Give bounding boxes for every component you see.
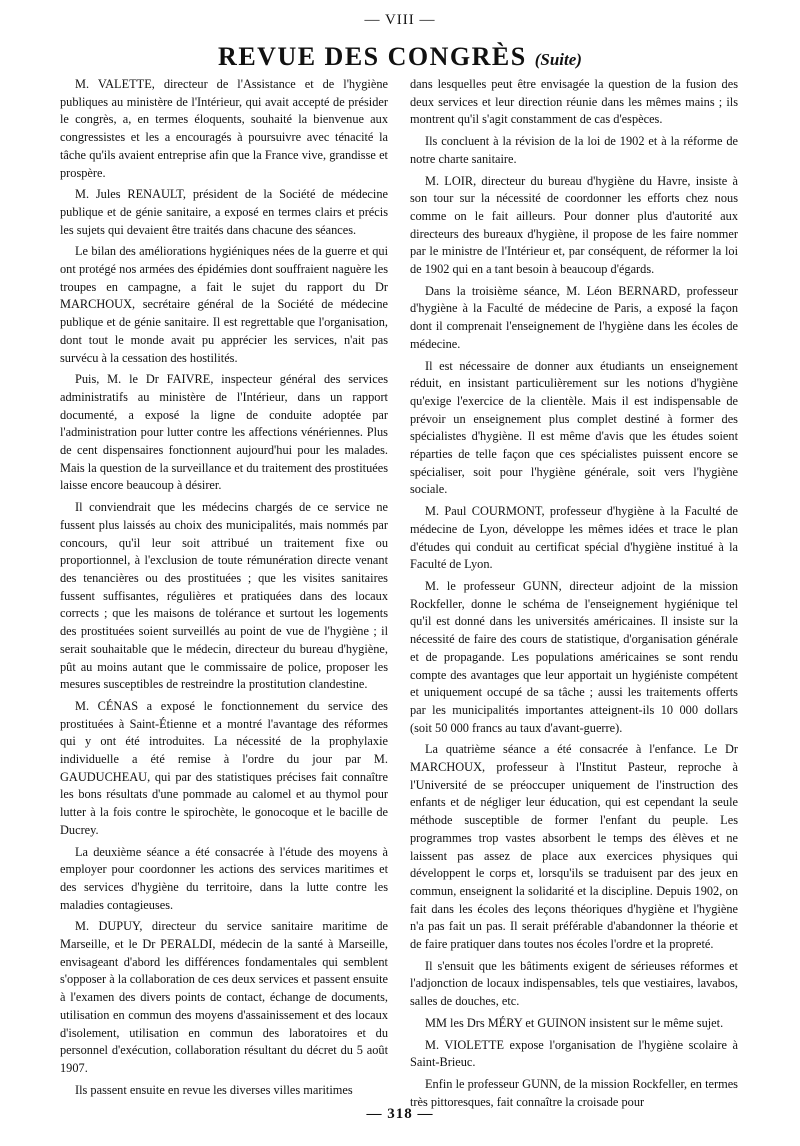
paragraph-renault: M. Jules RENAULT, président de la Société de médecine publique et de génie sanitaire, a exposé en termes clairs et précis les sujets qui devaient être traités dans chacune des séances. [60, 187, 388, 237]
paragraph-valette: M. VALETTE, directeur de l'Assistance et de l'hygiène publiques au ministère de l'Intérieur, qui avait accepté de présider le congrès, a, en termes éloquents, souhaité la bienvenue aux congressistes et les a encouragés à poursuivre avec ténacité la tâche qu'ils avaient entreprise afin que la France vive, grandisse et prospère. [60, 77, 388, 180]
paragraph-gunn-croisade: Enfin le professeur GUNN, de la mission Rockfeller, en termes très pittoresques, fait connaître la croisade pour [410, 1076, 738, 1109]
roman-page-number: — VIII — [364, 12, 436, 28]
paragraph-troisieme-seance: Dans la troisième séance, M. Léon BERNARD, professeur d'hygiène à la Faculté de médecine de Paris, a exposé la façon dont il comprenait l'enseignement de l'hygiène dans les écoles de médecine. [410, 283, 738, 351]
paragraph-mery-guinon: MM les Drs MÉRY et GUINON insistent sur le même sujet. [425, 1015, 724, 1030]
paragraph-loir: M. LOIR, directeur du bureau d'hygiène du Havre, insiste à son tour sur la nécessité de coordonner les efforts chez nous comme on le fait ailleurs. Pour donner plus d'autorité aux directeurs des bureaux d'hygiène, il propose de les faire nommer par le ministre de l'Intérieur et, par conséquent, de réformer la loi de 1902 qui en a tant besoin à beaucoup d'égards. [410, 173, 738, 277]
paragraph-dupuy-peraldi: M. DUPUY, directeur du service sanitaire maritime de Marseille, et le Dr PERALDI, médecin de la santé à Marseille, envisageant d'abord les différences fondamentales qui semblent s'opposer à la collaboration de ces deux services et passent ensuite à l'examen des divers points de contact, échange de documents, utilisation en commun des moyens d'assainissement et des locaux d'isolement, utilisation en commun des laboratoires et du personnel d'exécution, collaboration résultant du décret du 5 août 1907. [60, 919, 388, 1075]
paragraph-deuxieme-seance: La deuxième séance a été consacrée à l'étude des moyens à employer pour coordonner les actions des services maritimes et des services d'hygiène du territoire, dans la lutte contre les maladies contagieuses. [60, 844, 388, 912]
right-column [410, 76, 738, 1115]
page-number: — 318 — [366, 1106, 434, 1122]
paragraph-gunn: M. le professeur GUNN, directeur adjoint de la mission Rockfeller, donne le schéma de l'enseignement hygiénique tel qu'il est donné dans les universités américaines. Il insiste sur la nécessité de faire des cours de statistique, d'organisation générale et de propagande. Les populations américaines se sont rendu compte des avantages que leur apportait un hygiéniste compétent et uniquement occupé de sa tâche ; aussi les traitements offerts par les municipalités importantes atteignent-ils 10 000 dollars (soit 50 000 francs au taux d'avant-guerre). [410, 578, 738, 735]
paragraph-violette: M. VIOLETTE expose l'organisation de l'hygiène scolaire à Saint-Brieuc. [410, 1037, 738, 1070]
paragraph-faivre: Puis, M. le Dr FAIVRE, inspecteur général des services administratifs au ministère de l'Intérieur, dans un rapport documenté, a exposé la ligne de conduite adoptée par l'administration pour lutter contre les affections vénériennes. Plus de cent dispensaires fonctionnent aujourd'hui pour les malades. Mais la question de la surveillance et du traitement des prostituées laisse encore beaucoup à désirer. [60, 372, 388, 493]
paragraph-enseignement: Il est nécessaire de donner aux étudiants un enseignement réduit, en insistant particulièrement sur les notions d'hygiène qu'exige l'exercice de la clientèle. Mais il est indispensable de prévoir un enseignement plus complet destiné à former des spécialistes d'hygiène. Il est même d'avis que les études soient réparties de telle façon que ces spécialistes puissent encore se spécialiser, soit pour l'hygiène générale, soit vers l'hygiène sociale. [410, 358, 738, 497]
title-main: REVUE DES CONGRÈS [218, 42, 527, 71]
paragraph-courmont: M. Paul COURMONT, professeur d'hygiène à la Faculté de médecine de Lyon, développe les mêmes idées et trace le plan d'études qui conduit au certificat spécial d'hygiène institué à la Faculté de Lyon. [410, 504, 738, 572]
paragraph-batiments: Il s'ensuit que les bâtiments exigent de sérieuses réformes et l'adjonction de locaux indispensables, tels que vestiaires, lavabos, salles de douches, etc. [410, 958, 738, 1009]
paragraph-quatrieme-seance: La quatrième séance a été consacrée à l'enfance. Le Dr MARCHOUX, professeur à l'Institut Pasteur, reproche à l'Université de se préoccuper uniquement de l'instruction des enfants et de négliger leur éducation, qui est cependant la seule méthode susceptible de former l'enfant du peuple. Les programmes trop vastes absorbent le temps des élèves et ne laissent pas assez de place aux exercices physiques qui développent le corps et, lorsqu'ils se traduisent par des jeux en commun, enseignent la solidarité et la discipline. Depuis 1902, on fait dans les écoles des leçons théoriques d'hygiène et l'hygiène n'a pas fait un pas. Il serait préférable d'abandonner la théorie et de faire pratiquer dans toutes nos écoles l'ordre et la propreté. [410, 742, 738, 952]
paragraph-revision-loi: Ils concluent à la révision de la loi de 1902 et à la réforme de notre charte sanitaire. [410, 134, 738, 166]
paragraph-medecins-services: Il conviendrait que les médecins chargés de ce service ne fussent plus laissés au choix des municipalités, mais nommés par concours, qu'il leur soit attribué un traitement fixe ou proportionnel, à l'exclusion de toute rémunération directe venant des tenancières ou des prostituées ; que les visites sanitaires fussent suffisantes, régulières et pratiquées dans des locaux corrects ; que les maisons de tolérance et surtout les logements des prostituées soient surveillés au point de vue de l'hygiène ; il serait souhaitable que le médecin, directeur du bureau d'hygiène, pût au moins autant que le commissaire de police, proposer les mesures susceptibles de restreindre la prostitution clandestine. [60, 500, 388, 692]
paragraph-cenas: M. CÉNAS a exposé le fonctionnement du service des prostituées à Saint-Étienne et a montré l'avantage des réformes qui y ont été introduites. La nécessité de la prophylaxie individuelle a été remise à l'ordre du jour par M. GAUDUCHEAU, qui par des statistiques précises fait connaître les bons résultats d'une pommade au calomel et au thymol pour lutter à la fois contre le spirochète, le gonocoque et le bacille de Ducrey. [60, 698, 388, 837]
left-column [60, 76, 388, 1103]
paragraph-marchoux-bilan: Le bilan des améliorations hygiéniques nées de la guerre et qui ont protégé nos armées des épidémies dont souffraient naguère les troupes en campagne, a fait le sujet du rapport du Dr MARCHOUX, secrétaire général de la Société de médecine publique et de génie sanitaire. Il est regrettable que l'organisation, dont tout le monde avait pu apprécier les services, n'ait pas survécu à la cessation des hostilités. [60, 244, 388, 365]
paragraph-fusion-services: dans lesquelles peut être envisagée la question de la fusion des deux services et leur direction réunie dans les mêmes mains ; ils montrent qu'il s'agit constamment de cas d'espèces. [410, 77, 738, 127]
page-title [0, 42, 800, 75]
title-suite: (Suite) [534, 50, 582, 69]
paragraph-villes-maritimes: Ils passent ensuite en revue les diverses villes maritimes [75, 1082, 353, 1097]
